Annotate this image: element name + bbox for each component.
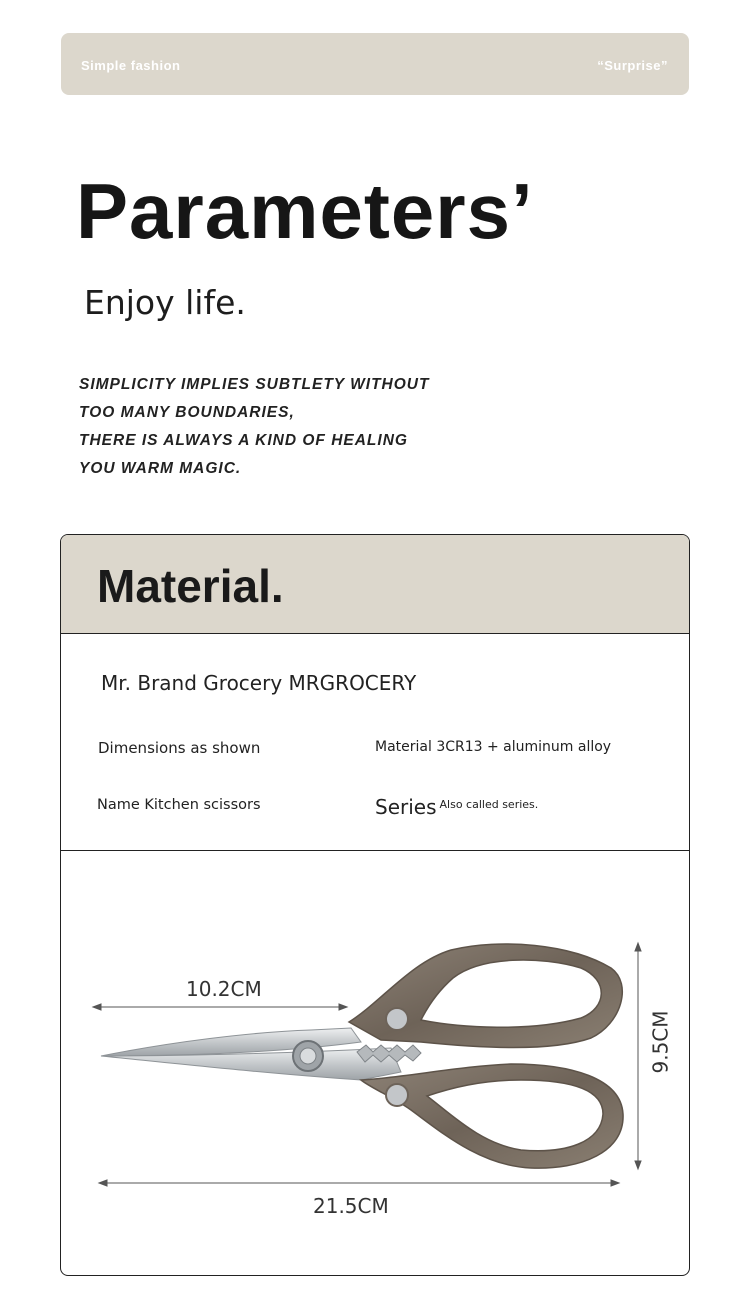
page-subtitle: Enjoy life.	[84, 283, 246, 322]
lower-handle-rivet	[386, 1084, 408, 1106]
slogan-block	[79, 371, 429, 483]
slogan-line: YOU WARM MAGIC.	[79, 460, 242, 477]
series-label: Series	[375, 795, 437, 819]
blade-length-label: 10.2CM	[186, 977, 262, 1001]
material-header	[61, 535, 689, 634]
banner-right-tag: “Surprise”	[597, 58, 668, 73]
spec-series	[375, 795, 538, 819]
spec-name: Name Kitchen scissors	[97, 797, 261, 813]
height-arrow	[635, 943, 641, 1169]
material-card	[60, 534, 690, 1276]
spec-material: Material 3CR13 + aluminum alloy	[375, 739, 612, 755]
slogan-line: THERE IS ALWAYS A KIND OF HEALING	[79, 432, 408, 449]
spec-section	[61, 635, 689, 851]
pivot-screw-inner	[300, 1048, 316, 1064]
series-note: Also called series.	[439, 798, 539, 811]
page-title: Parameters’	[76, 167, 534, 255]
spec-dimensions: Dimensions as shown	[98, 739, 261, 757]
brand-line: Mr. Brand Grocery MRGROCERY	[101, 671, 417, 695]
blade-length-arrow	[93, 1004, 347, 1010]
material-title: Material.	[97, 560, 284, 612]
upper-handle-rivet	[386, 1008, 408, 1030]
top-banner	[61, 33, 689, 95]
slogan-line: TOO MANY BOUNDARIES,	[79, 404, 295, 421]
banner-left-tag: Simple fashion	[81, 58, 181, 73]
height-label: 9.5CM	[648, 1010, 673, 1074]
upper-handle	[349, 944, 622, 1048]
total-length-label: 21.5CM	[313, 1194, 389, 1218]
product-photo	[61, 852, 689, 1275]
slogan-line: SIMPLICITY IMPLIES SUBTLETY WITHOUT	[79, 376, 430, 393]
scissors	[101, 944, 623, 1168]
lower-handle	[361, 1064, 623, 1168]
total-length-arrow	[99, 1180, 619, 1186]
